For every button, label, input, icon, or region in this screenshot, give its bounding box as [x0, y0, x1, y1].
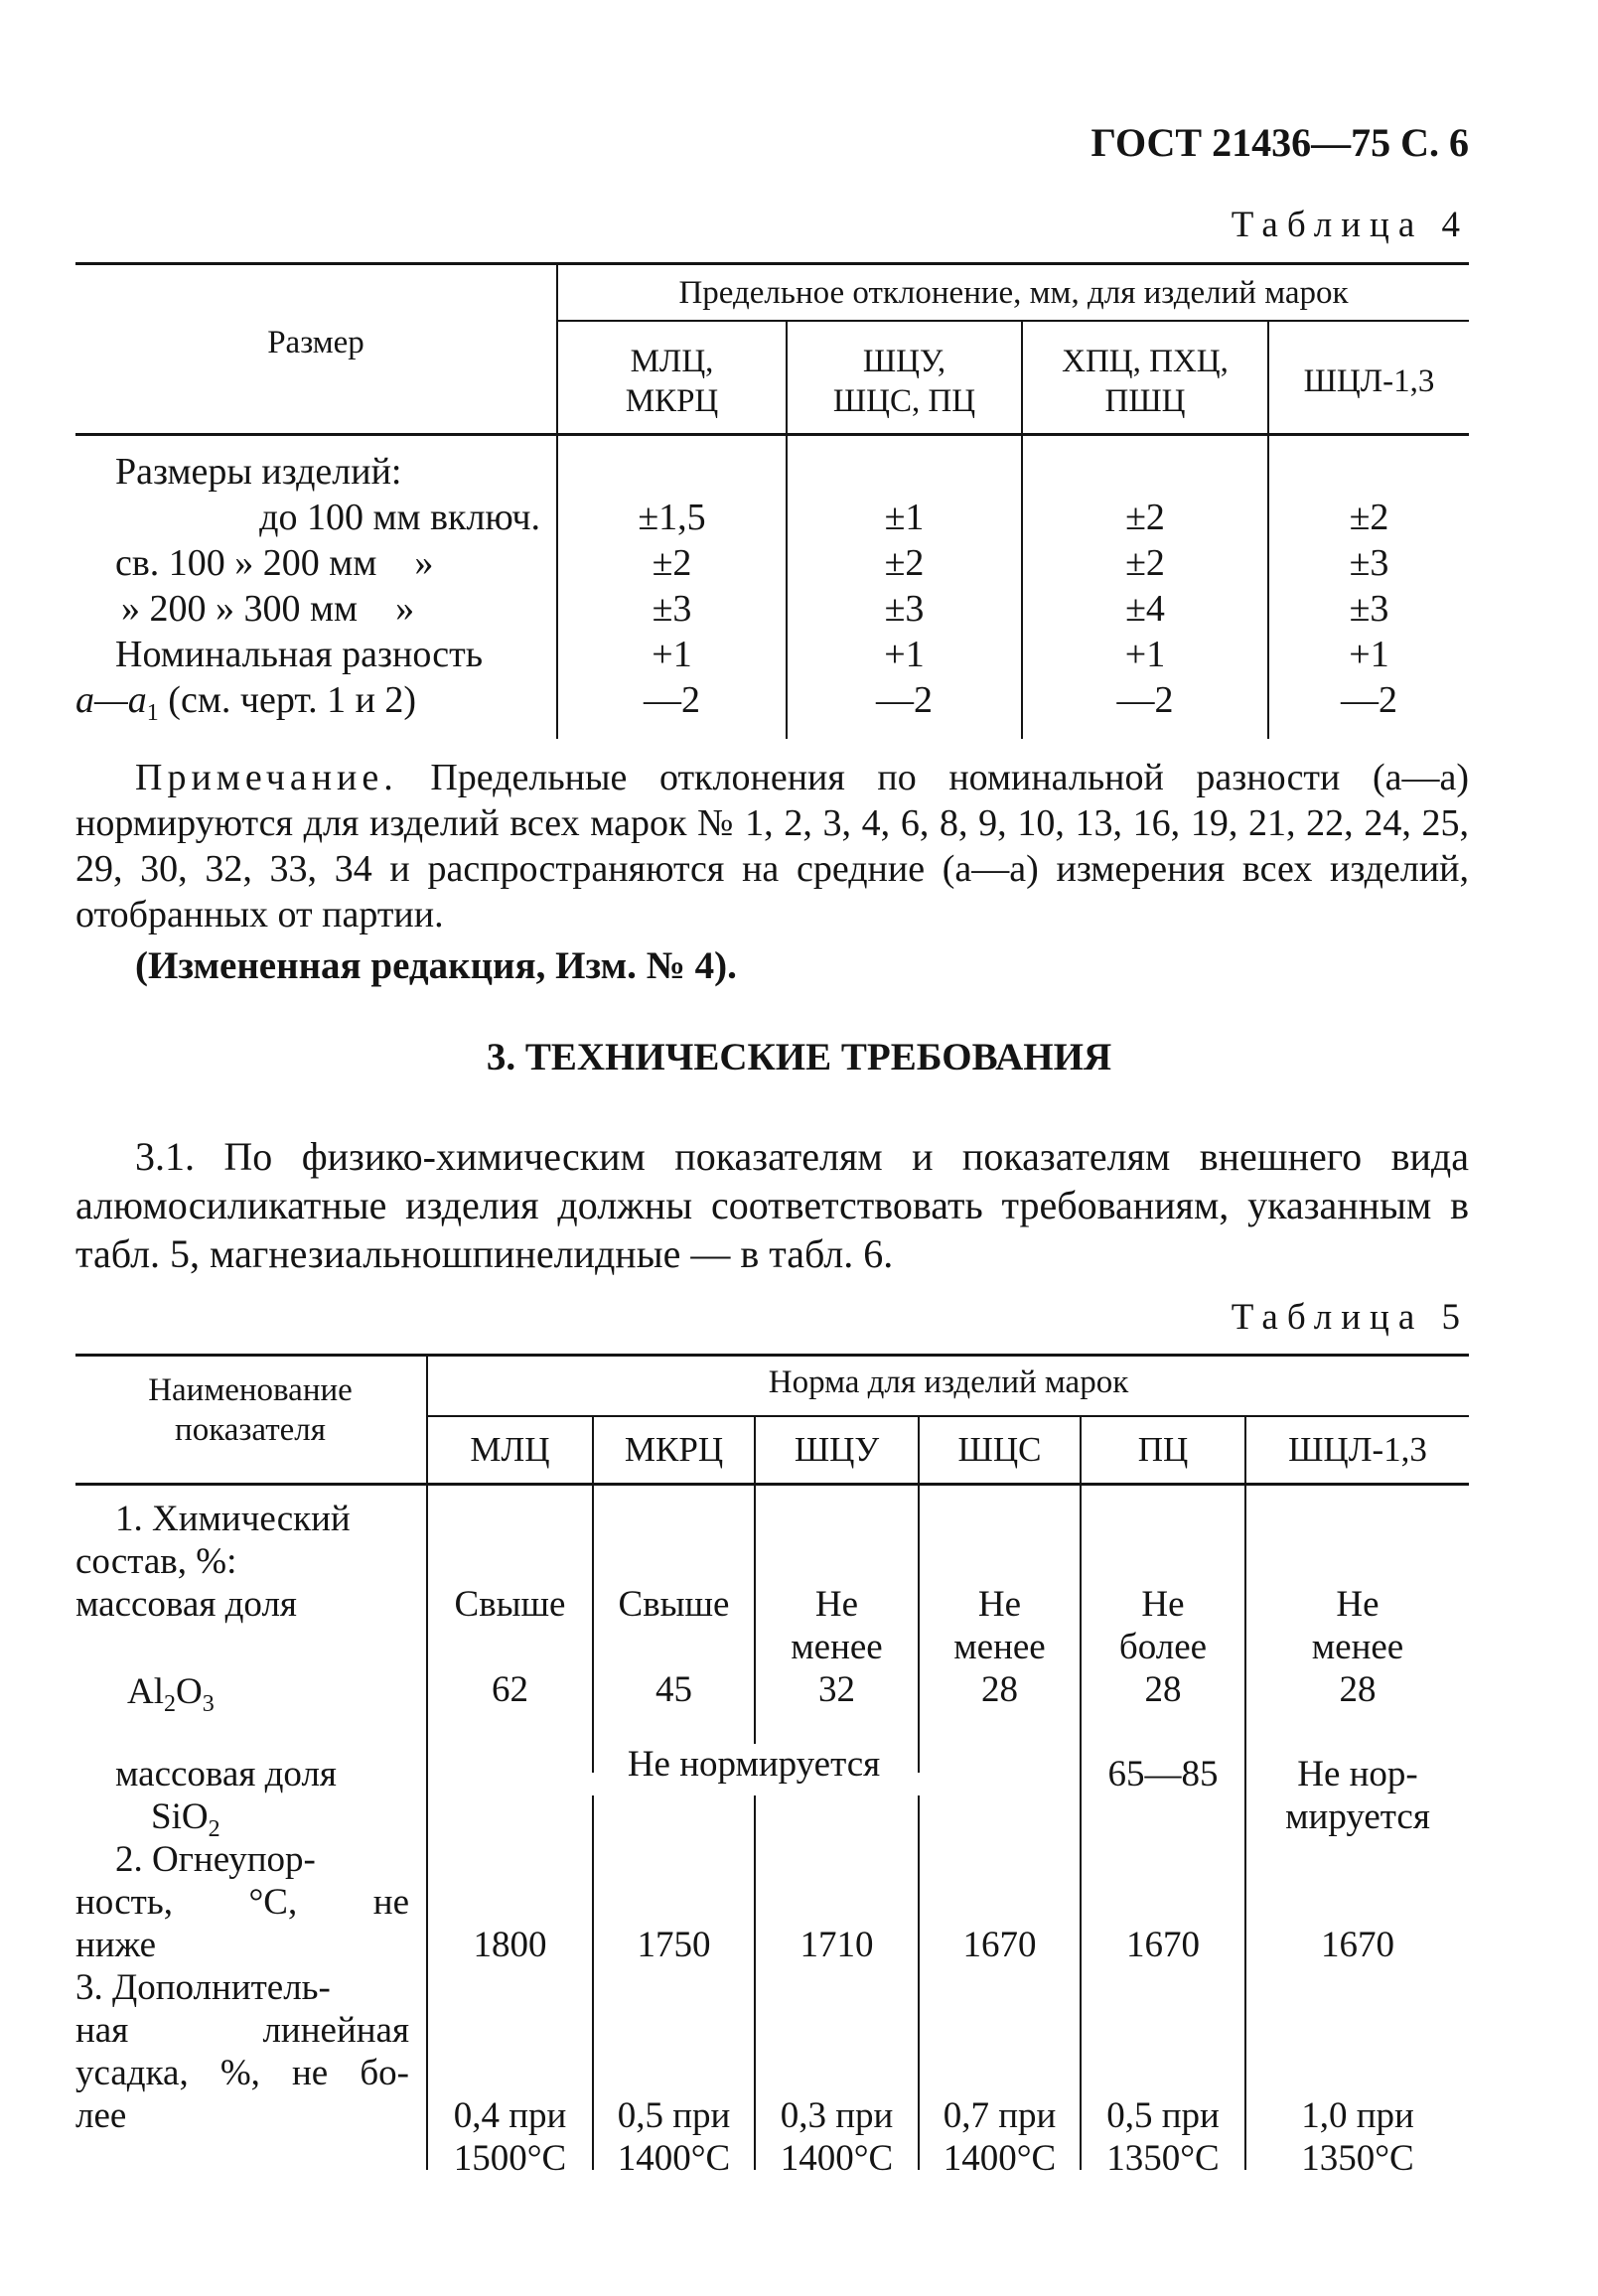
table4-cell: ±2	[1125, 497, 1165, 538]
table5-cell: Не менее 28	[1311, 1584, 1404, 1710]
table5-row-label: 2. Огнеупор-	[115, 1839, 316, 1880]
table4-head-rule	[75, 433, 1469, 436]
table4-cell: ±3	[1349, 542, 1389, 584]
table5-cell: 1800	[473, 1925, 547, 1965]
table5-cell: Свыше 45	[618, 1584, 730, 1710]
table5-cell: 0,5 при 1350°С	[1106, 2095, 1220, 2179]
table5-cell: 0,3 при 1400°С	[780, 2095, 894, 2179]
table4-row-label: Размеры изделий:	[115, 451, 402, 493]
table4-cell: ±2	[1349, 497, 1389, 538]
table4-cell: —2	[876, 679, 933, 721]
table5-cell: Не нор- мируется	[1285, 1754, 1430, 1837]
table5-caption: Таблица 5	[1231, 1297, 1469, 1338]
table4-cell: +1	[884, 634, 925, 675]
table4-cell: ±2	[884, 542, 925, 584]
table4-cell: —2	[1116, 679, 1174, 721]
table5-brand: ШЦС	[957, 1430, 1042, 1469]
table5-brand: ШЦЛ-1,3	[1288, 1430, 1427, 1469]
table4-caption: Таблица 4	[1231, 205, 1469, 245]
table5-cell: 65—85	[1107, 1754, 1219, 1794]
table5-row-label: 3. Дополнитель-	[75, 1967, 331, 2008]
table5-row-label: состав, %:	[75, 1541, 237, 1582]
table5-cell: Не менее 32	[791, 1584, 883, 1710]
table5-cell: 0,5 при 1400°С	[617, 2095, 731, 2179]
revision-note: (Измененная редакция, Изм. № 4).	[135, 944, 737, 987]
page-header: ГОСТ 21436—75 С. 6	[1090, 120, 1469, 165]
table4-cell: ±1,5	[638, 497, 706, 538]
table4-row-label: до 100 мм включ.	[259, 497, 540, 538]
table4-cell: +1	[652, 634, 692, 675]
table4-cell: +1	[1349, 634, 1389, 675]
table4-col-size: Размер	[267, 325, 364, 360]
table5-row-label: массовая доля	[75, 1584, 297, 1625]
table4-row-label: » 200 » 300 мм »	[121, 588, 415, 630]
table5-brand: ПЦ	[1137, 1430, 1189, 1469]
table5-col-group: Норма для изделий марок	[768, 1364, 1129, 1400]
table5-cell: 1750	[637, 1925, 711, 1965]
table5-row-label: ниже	[75, 1925, 157, 1965]
table5-cell: 1670	[962, 1925, 1037, 1965]
table5-al-label: $Al_2O_3$	[127, 1671, 215, 1717]
table4-brand: ШЦЛ-1,3	[1303, 363, 1435, 399]
table5-si-label: SiO$_2$	[151, 1796, 220, 1842]
table5-cell: 0,4 при 1500°С	[453, 2095, 567, 2179]
table5-head-rule	[75, 1483, 1469, 1486]
table4-cell: ±3	[1349, 588, 1389, 630]
table5-cell: Не менее 28	[953, 1584, 1046, 1710]
table4-group-rule	[557, 320, 1469, 322]
table5-brand: ШЦУ	[794, 1430, 880, 1469]
table4-cell: —2	[644, 679, 700, 721]
table5-row-label: 1. Химический	[115, 1499, 351, 1539]
table5-col-name: Наименование показателя	[148, 1372, 353, 1448]
table5-brand: МКРЦ	[624, 1430, 724, 1469]
table4-cell: ±3	[884, 588, 925, 630]
table4-cell: ±2	[652, 542, 692, 584]
table5-row-label: ная линейная	[75, 2010, 409, 2051]
table4-row-label: $a—a_1$ (см. черт. 1 и 2)	[75, 679, 417, 726]
table5-brand: МЛЦ	[470, 1430, 550, 1469]
table4-cell: ±1	[884, 497, 925, 538]
table5-cell: Не более 28	[1118, 1584, 1208, 1710]
table4-cell: ±3	[652, 588, 692, 630]
table5-top-rule	[75, 1354, 1469, 1357]
table4-row-label: Номинальная разность	[115, 634, 484, 675]
table5-row-label: массовая доля	[115, 1754, 337, 1794]
table4-brand: МЛЦ, МКРЦ	[625, 344, 719, 419]
table4-brand: ШЦУ, ШЦС, ПЦ	[832, 344, 976, 419]
note-paragraph: Примечание. Предельные отклонения по номинальной разности (а—а) нормируются для изделий всех марок № 1, 2, 3, 4, 6, 8, 9, 10, 13, 16, 19, 21, 22, 24, 25, 29, 30, 32, 33, 34 и распространяются на средние (а—а) измерения всех изделий, отобранных от партии.	[75, 757, 1469, 935]
table4-row-label: св. 100 » 200 мм »	[115, 542, 434, 584]
table4-cell: ±2	[1125, 542, 1165, 584]
section-paragraph: 3.1. По физико-химическим показателям и показателям внешнего вида алюмосиликатные изделия должны соответствовать требованиям, указанным в табл. 5, магнезиальношпинелидные — в табл. 6.	[75, 1134, 1469, 1276]
table5-row-label: усадка, %, не бо-	[75, 2053, 409, 2093]
table5-row-label: ность, °С, не	[75, 1882, 409, 1923]
table5-cell: 1670	[1126, 1925, 1200, 1965]
table5-cell: 1710	[799, 1925, 874, 1965]
table4-cell: —2	[1341, 679, 1397, 721]
table5-row-label: лее	[75, 2095, 127, 2136]
table5-cell: 0,7 при 1400°С	[943, 2095, 1057, 2179]
table4-brand: ХПЦ, ПХЦ, ПШЦ	[1062, 344, 1229, 419]
table5-cell: Свыше 62	[454, 1584, 566, 1710]
table5-not-normed: Не нормируется	[428, 1743, 1080, 1786]
table5-cell: 1,0 при 1350°С	[1301, 2095, 1414, 2179]
section-title: 3. ТЕХНИЧЕСКИЕ ТРЕБОВАНИЯ	[486, 1036, 1112, 1078]
table5-cell: 1670	[1321, 1925, 1394, 1965]
table5-group-rule	[427, 1415, 1469, 1417]
table4-cell: ±4	[1125, 588, 1165, 630]
table4-cell: +1	[1124, 634, 1166, 675]
table4-top-rule	[75, 262, 1469, 265]
table4-col-group: Предельное отклонение, мм, для изделий марок	[678, 275, 1349, 311]
